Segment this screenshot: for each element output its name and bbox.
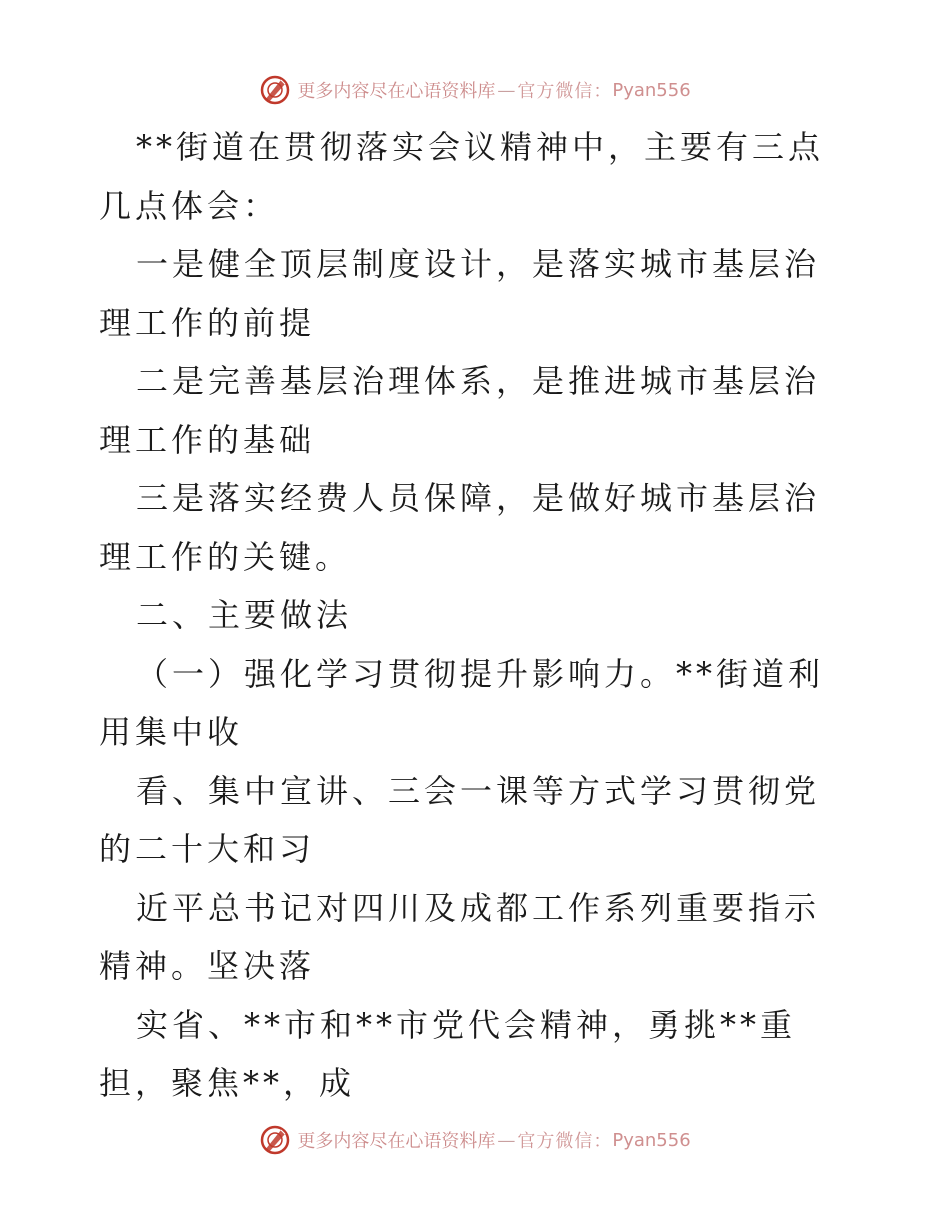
wechat-label: 官方微信： [517,1131,613,1152]
paragraph: 二是完善基层治理体系，是推进城市基层治理工作的基础 [99,362,821,459]
wechat-label: 官方微信： [517,81,613,102]
wechat-id: Pyan556 [612,1129,691,1151]
watermark-separator: — [497,1129,516,1151]
pen-circle-logo-icon [259,1124,291,1156]
watermark-text: 更多内容尽在心语资料库 [297,81,496,102]
paragraph: **街道在贯彻落实会议精神中，主要有三点几点体会： [99,128,825,225]
section-heading: 二、主要做法 [136,596,353,634]
paragraph: （一）强化学习贯彻提升影响力。**街道利用集中收 [99,654,825,751]
watermark-separator: — [497,79,516,101]
watermark-footer [0,1120,950,1160]
paragraph: 三是落实经费人员保障，是做好城市基层治理工作的关键。 [99,479,821,576]
document-body [99,118,851,1113]
paragraph: 实省、**市和**市党代会精神，勇挑**重担，聚焦**，成 [99,1005,797,1102]
paragraph: 看、集中宣讲、三会一课等方式学习贯彻党的二十大和习 [99,771,821,868]
wechat-id: Pyan556 [612,79,691,101]
pen-circle-logo-icon [259,74,291,106]
paragraph: 近平总书记对四川及成都工作系列重要指示精神。坚决落 [99,888,821,985]
watermark-header [0,70,950,110]
watermark-text: 更多内容尽在心语资料库 [297,1131,496,1152]
paragraph: 一是健全顶层制度设计，是落实城市基层治理工作的前提 [99,245,821,342]
